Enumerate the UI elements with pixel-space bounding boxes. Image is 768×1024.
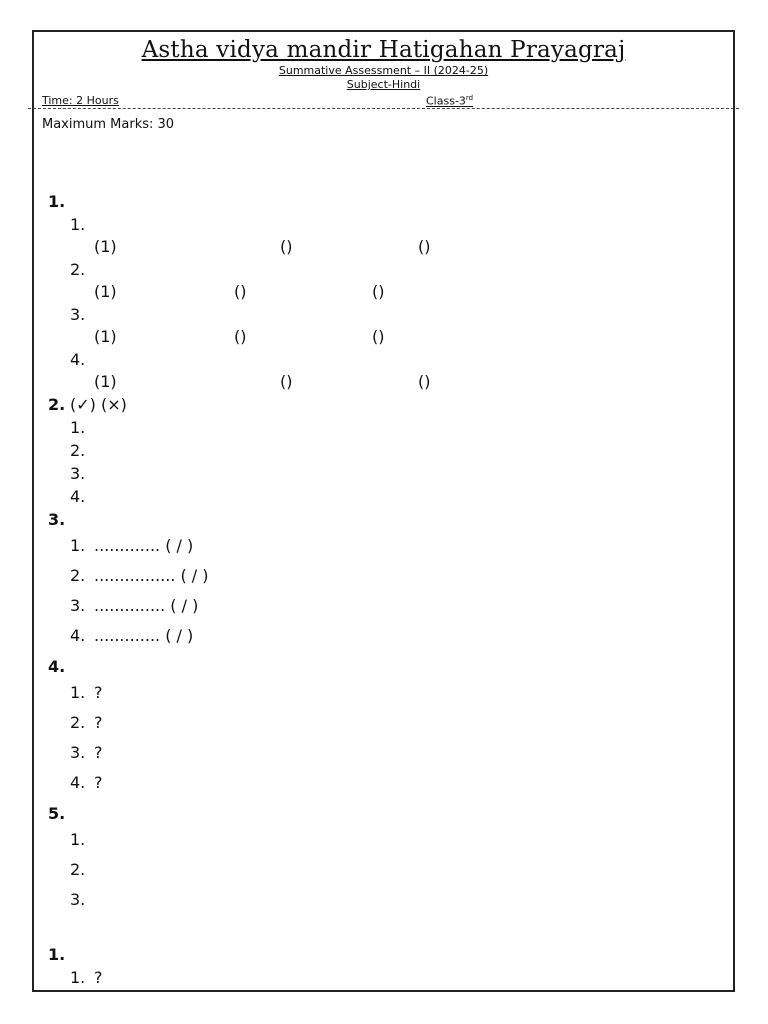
fill-blank: .............: [94, 626, 161, 645]
item-number: 3.: [70, 596, 86, 615]
school-name: Astha vidya mandir Hatigahan Prayagraj: [141, 37, 626, 63]
q1-item-3: [34, 303, 733, 326]
time-label: Time: 2 Hours: [42, 94, 119, 107]
question-mark: ?: [94, 743, 103, 762]
section-b-question-1: [34, 943, 733, 966]
q1-item-1: [34, 213, 733, 236]
question-mark: ?: [94, 773, 103, 792]
question-4: [34, 655, 733, 678]
question-number: 1.: [48, 945, 66, 964]
word-choices: ( / ): [170, 596, 199, 615]
question-5: [34, 802, 733, 825]
q3-item-4: [34, 621, 733, 651]
option-3: (): [418, 237, 431, 256]
cross-symbol: (×): [100, 395, 127, 414]
q1-item-2-options: [34, 281, 733, 303]
maximum-marks: Maximum Marks: 30: [42, 117, 175, 132]
instructions: [34, 133, 733, 162]
section-b-title: [34, 921, 733, 943]
item-number: 1.: [70, 215, 86, 234]
item-number: 1.: [70, 536, 86, 555]
question-mark: ?: [94, 683, 103, 702]
item-number: 4.: [70, 626, 86, 645]
item-number: 4.: [70, 773, 86, 792]
option-1: (1): [94, 282, 117, 301]
item-number: 3.: [70, 743, 86, 762]
item-number: 4.: [70, 350, 86, 369]
question-2: [34, 393, 733, 416]
question-number: 1.: [48, 192, 66, 211]
word-choices: ( / ): [165, 536, 194, 555]
item-number: 1.: [70, 683, 86, 702]
option-2: (): [280, 372, 293, 391]
q2-item-1: [34, 416, 733, 439]
class-label: [426, 94, 473, 108]
item-number: 2.: [70, 441, 86, 460]
question-number: 3.: [48, 510, 66, 529]
item-number: 1.: [70, 418, 86, 437]
item-number: 2.: [70, 713, 86, 732]
q1-item-3-options: [34, 326, 733, 348]
q1-item-2: [34, 258, 733, 281]
section-b-q1-item-1: [34, 966, 733, 989]
item-number: 1.: [70, 830, 86, 849]
option-1: (1): [94, 372, 117, 391]
subject-line: Subject-Hindi: [346, 78, 421, 91]
item-number: 4.: [70, 487, 86, 506]
option-1: (1): [94, 237, 117, 256]
item-number: 2.: [70, 566, 86, 585]
question-number: 5.: [48, 804, 66, 823]
question-1: [34, 190, 733, 213]
item-number: 2.: [70, 860, 86, 879]
q5-item-1: [34, 825, 733, 855]
item-number: 3.: [70, 305, 86, 324]
question-3: [34, 508, 733, 531]
section-a-title: [34, 164, 733, 186]
word-choices: ( / ): [165, 626, 194, 645]
item-number: 3.: [70, 890, 86, 909]
q4-item-1: [34, 678, 733, 708]
q4-item-4: [34, 768, 733, 798]
q3-item-3: [34, 591, 733, 621]
q2-item-3: [34, 462, 733, 485]
time-class-row: [28, 92, 739, 109]
option-2: (): [234, 282, 247, 301]
q4-item-3: [34, 738, 733, 768]
fill-blank: .............: [94, 536, 161, 555]
option-3: (): [418, 372, 431, 391]
option-3: (): [372, 282, 385, 301]
q2-item-4: [34, 485, 733, 508]
item-number: 2.: [70, 260, 86, 279]
option-2: (): [234, 327, 247, 346]
q3-item-1: [34, 531, 733, 561]
fill-blank: ................: [94, 566, 176, 585]
exam-paper: [32, 30, 735, 992]
option-1: (1): [94, 327, 117, 346]
fill-blank: ..............: [94, 596, 166, 615]
option-3: (): [372, 327, 385, 346]
q3-item-2: [34, 561, 733, 591]
class-text: Class-3: [426, 94, 466, 108]
question-number: 2.: [48, 395, 66, 414]
option-2: (): [280, 237, 293, 256]
question-mark: ?: [94, 713, 103, 732]
q5-item-2: [34, 855, 733, 885]
q1-item-1-options: [34, 236, 733, 258]
q1-item-4-options: [34, 371, 733, 393]
q2-item-2: [34, 439, 733, 462]
question-mark: ?: [94, 968, 103, 987]
assessment-title: Summative Assessment – II (2024-25): [278, 64, 489, 77]
q4-item-2: [34, 708, 733, 738]
class-superscript: rd: [465, 94, 474, 102]
item-number: 1.: [70, 968, 86, 987]
q1-item-4: [34, 348, 733, 371]
tick-symbol: (✓): [70, 395, 96, 414]
question-number: 4.: [48, 657, 66, 676]
word-choices: ( / ): [180, 566, 209, 585]
paper-header: [34, 32, 733, 92]
item-number: 3.: [70, 464, 86, 483]
q5-item-3: [34, 885, 733, 915]
